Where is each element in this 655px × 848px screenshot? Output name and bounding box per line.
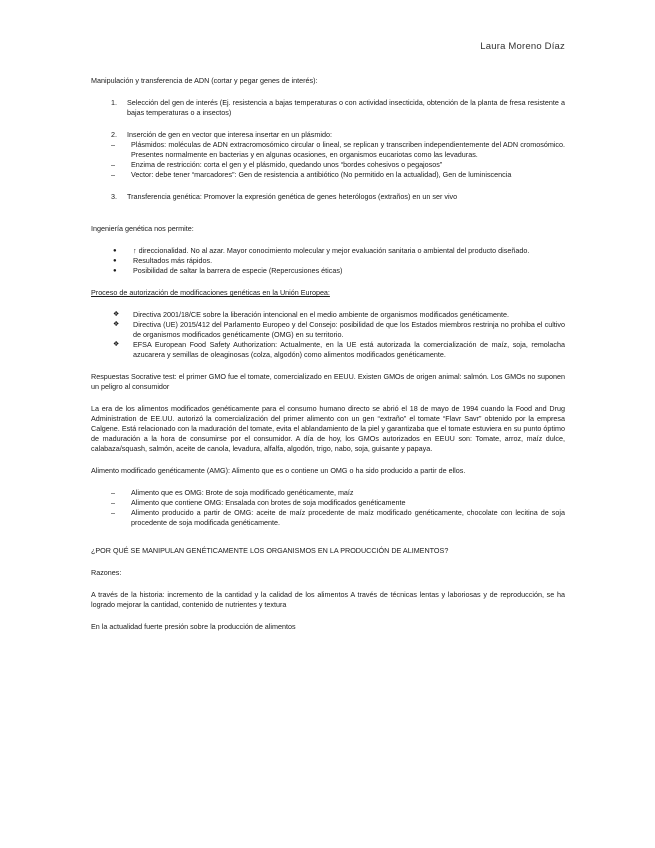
bullet-list — [91, 246, 565, 276]
list-item — [91, 170, 565, 180]
dash-text: Plásmidos: moléculas de ADN extracromosómico circular o lineal, se replican y transcriben independientemente del ADN cromosómico. Presentes normalmente en bacterias y en algunas ocasiones, en organismos eucariotas como las levaduras. — [131, 140, 565, 159]
dash-marker: – — [111, 160, 115, 169]
final-paragraph: En la actualidad fuerte presión sobre la producción de alimentos — [91, 622, 296, 631]
list-item — [91, 498, 565, 508]
dash-text: Enzima de restricción: corta el gen y el plásmido, quedando unos “bordes cohesivos o pegajosos” — [131, 160, 443, 169]
bullet-text: Posibilidad de saltar la barrera de especie (Repercusiones éticas) — [133, 266, 343, 275]
section-title-manipulacion: Manipulación y transferencia de ADN (cortar y pegar genes de interés): — [91, 76, 318, 85]
bullet-text: Resultados más rápidos. — [133, 256, 213, 265]
dash-marker: – — [111, 498, 115, 507]
dash-text: Alimento que es OMG: Brote de soja modificado genéticamente, maíz — [131, 488, 354, 497]
star-marker: ❖ — [113, 311, 120, 318]
list-item — [91, 310, 565, 320]
list-item — [91, 192, 565, 202]
star-text: EFSA European Food Safety Authorization: Actualmente, en la UE está autorizada la comercialización de maíz, soja, remolacha azucarera y semillas de oleaginosas (colza, algodón) como alimentos modificados genéticamente. — [133, 340, 565, 359]
star-list — [91, 310, 565, 360]
list-item — [91, 266, 565, 276]
dash-marker: – — [111, 140, 115, 149]
steps-list — [91, 192, 565, 202]
list-item — [91, 256, 565, 266]
list-item — [91, 140, 565, 160]
list-item — [91, 488, 565, 498]
step-number: 1. — [111, 98, 117, 107]
document-body — [91, 76, 565, 632]
step-text: Inserción de gen en vector que interesa insertar en un plásmido: — [127, 130, 332, 139]
dash-list — [91, 140, 565, 180]
list-item — [91, 508, 565, 528]
question-heading: ¿POR QUÉ SE MANIPULAN GENÉTICAMENTE LOS ORGANISMOS EN LA PRODUCCIÓN DE ALIMENTOS? — [91, 546, 449, 555]
steps-list — [91, 130, 565, 140]
dash-marker: – — [111, 488, 115, 497]
star-text: Directiva 2001/18/CE sobre la liberación intencional en el medio ambiente de organismos modificados genéticamente. — [133, 310, 509, 319]
step-number: 3. — [111, 192, 117, 201]
star-text: Directiva (UE) 2015/412 del Parlamento Europeo y del Consejo: posibilidad de que los Estados miembros restrinja no prohiba el cultivo de organismos modificados genéticamente (OMG) en su territorio. — [133, 320, 565, 339]
dash-text: Alimento que contiene OMG: Ensalada con brotes de soja modificados genéticamente — [131, 498, 406, 507]
history-paragraph: La era de los alimentos modificados genéticamente para el consumo humano directo se abrió el 18 de mayo de 1994 cuando la Food and Drug Administration de EE.UU. autorizó la comercialización del primer alimento con un gen “extraño” el tomate “Flavr Savr” obtenido por la empresa Calgene. Está relacionado con la maduración del tomate, evita el ablandamiento de la piel y garantizaba que el tomate estuviera en su punto óptimo de maduración a la hora de consumirse por el consumidor. A día de hoy, los GMOs autorizados en EEUU son: Tomate, arroz, maíz dulce, calabaza/squash, salmón, aceite de canola, levadura, alfalfa, algodón, trigo, nabo, soja, guisante y papaya. — [91, 404, 565, 453]
step-number: 2. — [111, 130, 117, 139]
section-title-autorizacion: Proceso de autorización de modificaciones genéticas en la Unión Europea: — [91, 288, 330, 297]
list-item — [91, 246, 565, 256]
steps-list — [91, 98, 565, 118]
list-item — [91, 160, 565, 170]
socrative-paragraph: Respuestas Socrative test: el primer GMO fue el tomate, comercializado en EEUU. Existen GMOs de origen animal: salmón. Los GMOs no suponen un peligro al consumidor — [91, 372, 565, 391]
section-title-ingenieria: Ingeniería genética nos permite: — [91, 224, 194, 233]
list-item — [91, 130, 565, 140]
list-item — [91, 320, 565, 340]
bullet-text: ↑ direccionalidad. No al azar. Mayor conocimiento molecular y mejor evaluación sanitaria o ambiental del producto diseñado. — [133, 246, 530, 255]
list-item — [91, 98, 565, 118]
amg-definition: Alimento modificado genéticamente (AMG): Alimento que es o contiene un OMG o ha sido producido a partir de ellos. — [91, 466, 466, 475]
dash-text: Vector: debe tener “marcadores”: Gen de resistencia a antibiótico (No permitido en la actualidad), Gen de luminiscencia — [131, 170, 512, 179]
step-text: Transferencia genética: Promover la expresión genética de genes heterólogos (extraños) en un ser vivo — [127, 192, 458, 201]
bullet-marker: ● — [113, 268, 117, 274]
amg-list — [91, 488, 565, 528]
dash-marker: – — [111, 508, 115, 517]
star-marker: ❖ — [113, 321, 120, 328]
razones-paragraph: A través de la historia: incremento de la cantidad y la calidad de los alimentos A través de técnicas lentas y laboriosas y de reproducción, se ha logrado mejorar la cantidad, contenido de nutrientes y textura — [91, 590, 565, 609]
list-item — [91, 340, 565, 360]
razones-label: Razones: — [91, 568, 122, 577]
dash-marker: – — [111, 170, 115, 179]
bullet-marker: ● — [113, 258, 117, 264]
bullet-marker: ● — [113, 248, 117, 254]
star-marker: ❖ — [113, 341, 120, 348]
step-text: Selección del gen de interés (Ej. resistencia a bajas temperaturas o con actividad insecticida, obtención de la planta de fresa resistente a bajas temperaturas o a insectos) — [127, 98, 565, 117]
dash-text: Alimento producido a partir de OMG: aceite de maíz procedente de maíz modificado genéticamente, chocolate con lecitina de soja procedente de soja modificada genéticamente. — [131, 508, 565, 527]
author-name: Laura Moreno Díaz — [480, 41, 565, 52]
